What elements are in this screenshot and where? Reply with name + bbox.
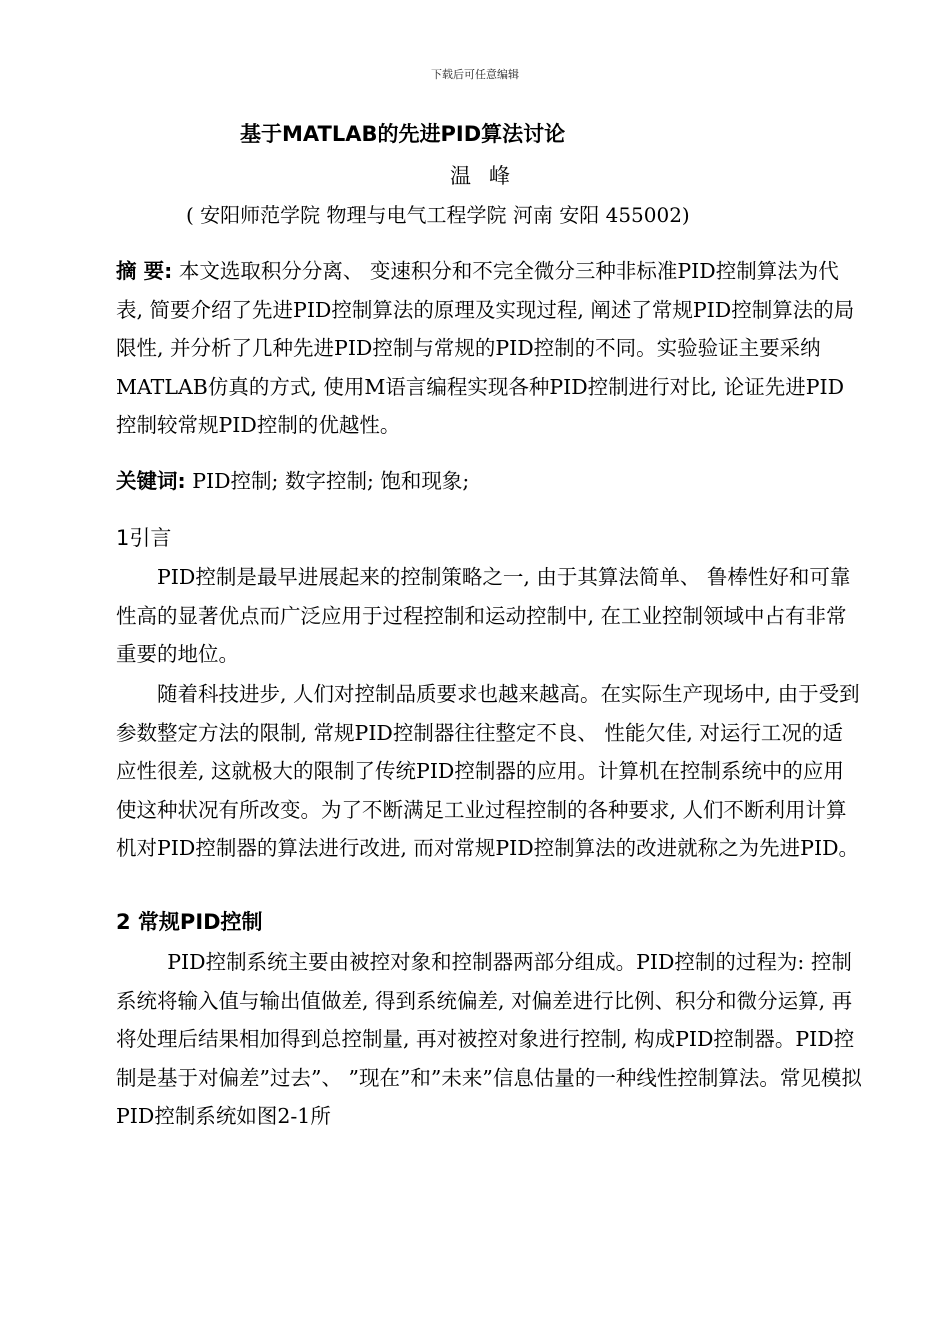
section2-heading: 2 常规PID控制 (116, 910, 263, 934)
section1-paragraph: 随着科技进步, 人们对控制品质要求也越来越高。在实际生产现场中, 由于受到参数整定方法的限制, 常规PID控制器往往整定不良、 性能欠佳, 对运行工况的适应性很差, 这就极大的限制了传统PID控制器的应用。计算机在控制系统中的应用使这种状况有所改变。为了不断满足工业过程控制的各种要求, 人们不断利用计算机对PID控制器的算法进行改进, 而对常规PID控制算法的改进就称之为先进PID。 (116, 682, 860, 861)
section1-paragraph: PID控制是最早进展起来的控制策略之一, 由于其算法简单、 鲁棒性好和可靠性高的显著优点而广泛应用于过程控制和运动控制中, 在工业控制领域中占有非常重要的地位。 (116, 565, 851, 667)
author-affiliation: ( 安阳师范学院 物理与电气工程学院 河南 安阳 455002) (186, 203, 690, 227)
abstract-block (116, 252, 862, 445)
section1-paragraph-2-block (116, 675, 862, 868)
author-name: 温峰 (450, 164, 528, 188)
section1-paragraph-1-block (116, 558, 862, 674)
abstract-label: 摘 要: (116, 259, 173, 283)
keywords-block (116, 462, 862, 501)
section1-heading: 1引言 (116, 526, 172, 550)
section2-paragraph: PID控制系统主要由被控对象和控制器两部分组成。PID控制的过程为: 控制系统将输入值与输出值做差, 得到系统偏差, 对偏差进行比例、积分和微分运算, 再将处理后结果相加得到总控制量, 再对被控对象进行控制, 构成PID控制器。PID控制是基于对偏差”过去”、 ”现在”和”未来”信息估量的一种线性控制算法。常见模拟PID控制系统如图2-1所 (116, 950, 862, 1129)
keywords-text: PID控制; 数字控制; 饱和现象; (185, 469, 470, 493)
document-title: 基于MATLAB的先进PID算法讨论 (240, 122, 566, 146)
keywords-label: 关键词: (116, 469, 186, 493)
abstract-text: 本文选取积分分离、 变速积分和不完全微分三种非标准PID控制算法为代表, 简要介绍了先进PID控制算法的原理及实现过程, 阐述了常规PID控制算法的局限性, 并分析了几种先进PID控制与常规的PID控制的不同。实验验证主要采纳MATLAB仿真的方式, 使用M语言编程实现各种PID控制进行对比, 论证先进PID控制较常规PID控制的优越性。 (116, 259, 855, 438)
header-note: 下载后可任意编辑 (431, 68, 519, 81)
section2-paragraph-1-block (116, 943, 862, 1136)
